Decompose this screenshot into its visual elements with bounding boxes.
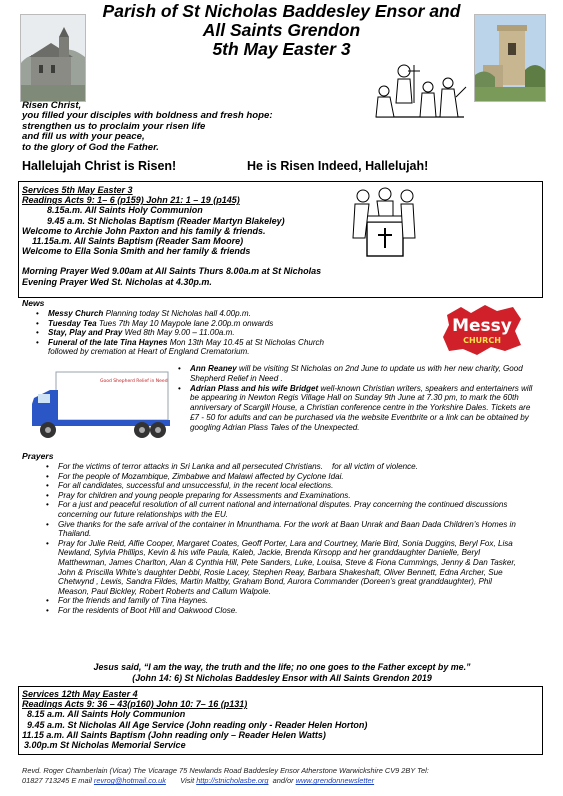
list-item: • For all candidates, successful and unsuccessful, in the recent local elections.: [22, 481, 522, 491]
services-readings: Readings Acts 9: 36 – 43(p160) John 10: 7– 16 (p131): [22, 699, 248, 710]
list-item: • Messy Church Planning today St Nicholas hall 4.00p.m.: [22, 309, 352, 319]
list-item: • For the residents of Boot Hill and Oakwood Close.: [22, 606, 522, 616]
service-line: 3.00p.m St Nicholas Memorial Service: [24, 740, 186, 751]
footer-contact: Revd. Roger Chamberlain (Vicar) The Vicarage 75 Newlands Road Baddesley Ensor Atherstone Warwickshire CV9 2BY Tel: 01827 713245 E mail revrog@hotmail.co.uk Visit http://stnicholasbe.org and/or www.grendonnewsletter: [22, 766, 429, 786]
email-link[interactable]: revrog@hotmail.co.uk: [93, 776, 166, 786]
services-next-week-box: [18, 686, 543, 755]
news-list-right: [178, 364, 538, 433]
resurrection-picture: [370, 57, 470, 129]
messy-church-logo: [441, 305, 523, 355]
service-line: Welcome to Ella Sonia Smith and her family & friends: [22, 246, 251, 257]
list-item: • Pray for children and young people preparing for Assessments and Examinations.: [22, 491, 522, 501]
service-line: 8.15 a.m. All Saints Holy Communion: [27, 709, 186, 720]
service-line: Welcome to Archie John Paxton and his family & friends.: [22, 225, 266, 236]
list-item: • Tuesday Tea Tues 7th May 10 Maypole lane 2.00p.m onwards: [22, 319, 352, 329]
truck-sign-text: Good Shepherd Relief in Need: [100, 379, 168, 384]
news-list: [22, 309, 352, 357]
services-readings: Readings Acts 9: 1– 6 (p159) John 21: 1 – 19 (p145): [22, 195, 240, 206]
baptism-picture: [345, 186, 425, 262]
news-heading: News: [22, 298, 45, 308]
website-link[interactable]: http://stnicholasbe.org: [196, 776, 269, 786]
list-item: • Stay, Play and Pray Wed 8th May 9.00 – 11.00a.m.: [22, 328, 352, 338]
truck-picture: [30, 368, 174, 442]
newsletter-link[interactable]: www.grendonnewsletter: [295, 776, 375, 786]
services-this-week-box: [18, 181, 543, 298]
list-item: • For the people of Mozambique, Zimbabwe and Malawi affected by Cyclone Idai.: [22, 472, 522, 482]
list-item: • Ann Reaney will be visiting St Nicholas on 2nd June to update us with her new charity, Good Shepherd Relief in Need .: [178, 364, 538, 384]
service-line: 11.15a.m. All Saints Baptism (Reader Sam Moore): [32, 236, 244, 247]
scripture-verse: Jesus said, “I am the way, the truth and the life; no one goes to the Father except by me.” (John 14: 6) St Nicholas Baddesley Ensor with All Saints Grendon 2019: [93, 662, 471, 683]
service-line: 9.45 a.m. St Nicholas Baptism (Reader Martyn Blakeley): [47, 215, 285, 226]
list-item: • Adrian Plass and his wife Bridget well-known Christian writers, speakers and entertainers will be appearing in Newton Regis Village Hall on Sunday 9th June at 7.30 pm, to mark the 60th anniversary of Scargill House, a Christian conference centre in the Yorkshire Dales. Tickets are £7 - 50 for adults and can be purchased via the website Eventbrite or a link can be obtained by googling Adrian Plass Tales of the Unexpected.: [178, 384, 538, 433]
service-line: 9.45 a.m. St Nicholas All Age Service (John reading only - Reader Helen Horton): [27, 719, 368, 730]
list-item: • For the victims of terror attacks in Sri Lanka and all persecuted Christians. for all victim of violence.: [22, 462, 522, 472]
services-heading: Services 5th May Easter 3: [22, 185, 133, 195]
messy-logo-text: Messy: [452, 316, 512, 336]
collect-prayer: Risen Christ, you filled your disciples with boldness and fresh hope: strengthen us to proclaim your risen life and fill us with your peace, to the glory of God the Father.: [22, 100, 273, 153]
evening-prayer: Evening Prayer Wed St. Nicholas at 4.30p.m.: [22, 276, 212, 287]
list-item: • Pray for Julie Reid, Alfie Cooper, Margaret Coates, Geoff Porter, Lara and Courtney, Marie Bird, Sonia Duggins, Beryl Fox, Lisa Newland, Sylvia Phillips, Kevin & his wife Paula, Kaleb, Jackie, Brenda Kirsopp and her granddaughter Danielle, Beryl Matthewman, James Charlton, Alan & Cynthia Hill, Pete Sanders, Luke, Louisa, Steve & Fiona Cummings, Jenny & Dan Tasker, John & Priscilla White’s daughter Debbi, Rosie Lacey, Stephen Reay, Barbara Shakeshaft, Oliver Bennett, Edna Archer, Sue Chetwynd , Lewis, Sandra Fildes, Martin Maltby, Graham Bond, Aurora Commander (Doreen’s great granddaughter), Phil Meason, Paul Bickley, Robert Roberts and Callum Walpole.: [22, 539, 522, 597]
list-item: • Give thanks for the safe arrival of the container in Mnunthama. For the work at Baan Unrak and Baan Dada Children’s Homes in Thailand.: [22, 520, 522, 539]
easter-acclamation: Hallelujah Christ is Risen! He is Risen Indeed, Hallelujah!: [22, 159, 429, 173]
prayers-list: [22, 462, 522, 616]
services-heading: Services 12th May Easter 4: [22, 689, 138, 699]
church-logo-text: CHURCH: [463, 336, 501, 345]
service-line: 8.15a.m. All Saints Holy Communion: [47, 205, 203, 216]
list-item: • For the friends and family of Tina Haynes.: [22, 596, 522, 606]
prayers-heading: Prayers: [22, 451, 54, 461]
church-left-picture: [20, 14, 86, 102]
page-title: Parish of St Nicholas Baddesley Ensor and All Saints Grendon 5th May Easter 3: [102, 1, 461, 59]
morning-prayer: Morning Prayer Wed 9.00am at All Saints Thurs 8.00a.m at St Nicholas: [22, 266, 322, 277]
service-line: 11.15 a.m. All Saints Baptism (John reading only – Reader Helen Watts): [22, 729, 326, 740]
list-item: • Funeral of the late Tina Haynes Mon 13th May 10.45 at St Nicholas Church followed by cremation at Heart of England Crematorium.: [22, 338, 352, 357]
list-item: • For a just and peaceful resolution of all current national and international disputes. Pray concerning the continued discussions concerning our future relationships with the EU.: [22, 500, 522, 519]
church-right-picture: [474, 14, 546, 102]
